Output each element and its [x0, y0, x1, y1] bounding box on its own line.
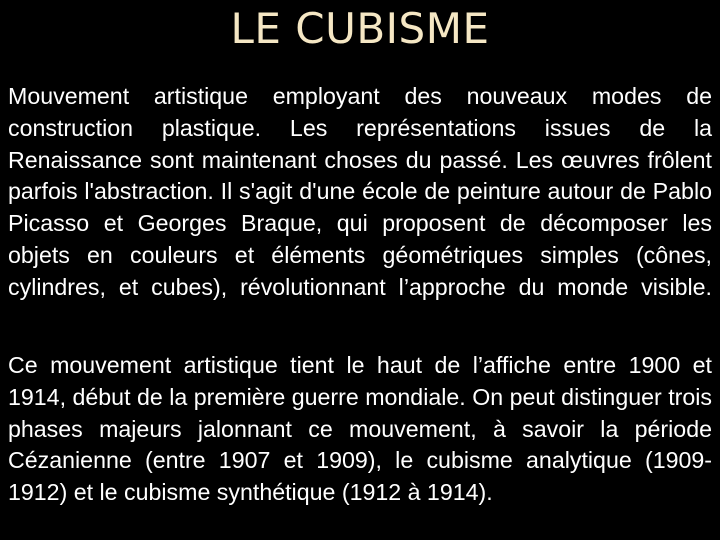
slide-title: LE CUBISME [230, 4, 490, 53]
paragraph-definition: Mouvement artistique employant des nouveaux modes de construction plastique. Les représentations issues de la Renaissance sont maintenant choses du passé. Les œuvres frôlent parfois l'abstraction. Il s'agit d'une école de peinture autour de Pablo Picasso et Georges Braque, qui proposent de décomposer les objets en couleurs et éléments géométriques simples (cônes, cylindres, et cubes), révolutionnant l’approche du monde visible. [8, 83, 712, 300]
paragraph-history: Ce mouvement artistique tient le haut de l’affiche entre 1900 et 1914, début de la première guerre mondiale. On peut distinguer trois phases majeurs jalonnant ce mouvement, à savoir la période Cézanienne (entre 1907 et 1909), le cubisme analytique (1909-1912) et le cubisme synthétique (1912 à 1914). [8, 352, 712, 506]
